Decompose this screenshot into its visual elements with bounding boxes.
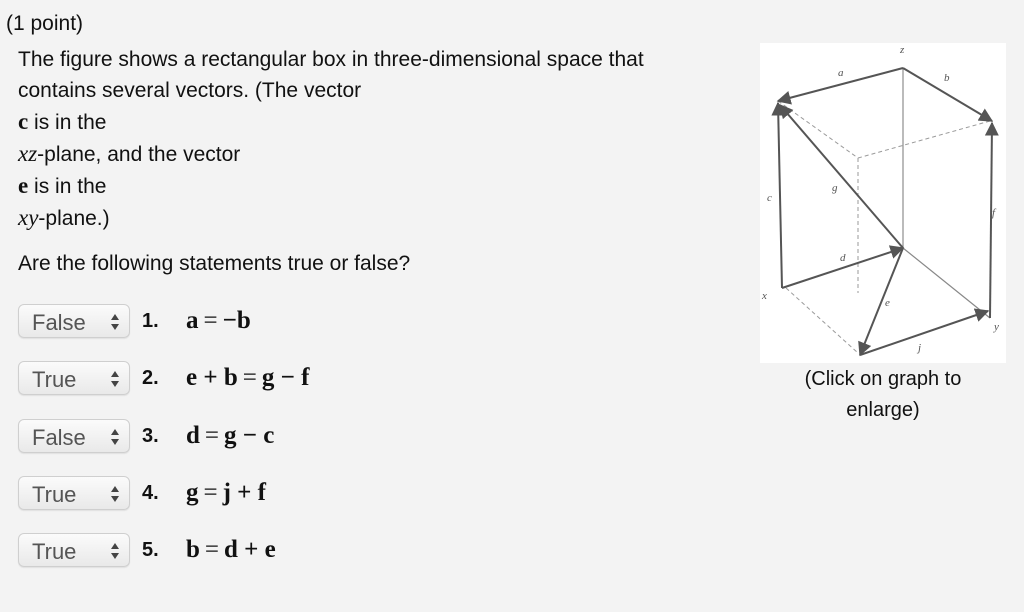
equation-op-1: = <box>203 307 218 334</box>
statement-number-1: 1. <box>142 309 159 332</box>
equation-op-3: = <box>204 422 220 449</box>
vector-e-symbol: e <box>18 173 29 198</box>
label-x: x <box>762 290 767 302</box>
answer-select-2[interactable] <box>18 361 130 395</box>
equation-rhs-2: g − f <box>261 364 310 391</box>
figure-caption-link[interactable]: (Click on graph to enlarge) <box>804 368 962 421</box>
edge-origin-y <box>903 248 990 318</box>
label-e: e⃗ <box>885 297 899 309</box>
statement-row-4 <box>18 475 266 511</box>
question-prompt: Are the following statements true or false? <box>18 252 411 275</box>
hidden-edge-top <box>858 121 990 158</box>
statement-equation-3 <box>186 422 274 450</box>
equation-lhs-1: a <box>186 307 199 334</box>
equation-lhs-4: g <box>186 479 199 506</box>
problem-line-6-text: -plane.) <box>38 207 110 230</box>
problem-line-6 <box>18 202 718 234</box>
vector-f-arrow <box>990 123 992 318</box>
label-b: b⃗ <box>944 72 959 84</box>
problem-line-4-text: -plane, and the vector <box>37 143 241 166</box>
label-z: z <box>900 44 905 56</box>
label-j: j⃗ <box>918 342 930 354</box>
equation-rhs-5: d + e <box>224 536 276 563</box>
equation-op-5: = <box>204 536 220 563</box>
points-label: (1 point) <box>6 12 84 35</box>
problem-line-3-text: is in the <box>28 111 107 134</box>
problem-line-4 <box>18 138 718 170</box>
vectors <box>778 68 992 355</box>
answer-select-5-value: True <box>32 539 77 564</box>
statement-row-2 <box>18 360 309 396</box>
xz-plane-symbol: xz <box>18 141 38 166</box>
problem-line-5 <box>18 170 718 202</box>
statement-number-4: 4. <box>142 481 159 504</box>
statement-row-3 <box>18 418 274 454</box>
equation-rhs-4: j + f <box>222 479 267 506</box>
label-y: y <box>994 321 999 333</box>
problem-line-3 <box>18 106 718 138</box>
statement-number-5: 5. <box>142 538 159 561</box>
xy-plane-symbol: xy <box>18 205 39 230</box>
label-c: c⃗ <box>767 192 781 204</box>
answer-select-1[interactable] <box>18 304 130 338</box>
vector-g-arrow <box>780 105 903 248</box>
answer-select-4-value: True <box>32 482 77 507</box>
equation-lhs-3: d <box>186 422 200 449</box>
select-arrows-icon <box>110 428 120 446</box>
answer-select-3[interactable] <box>18 419 130 453</box>
vector-c-symbol: c <box>18 109 29 134</box>
select-arrows-icon <box>110 542 120 560</box>
select-arrows-icon <box>110 485 120 503</box>
statement-equation-4 <box>186 479 266 507</box>
problem-line-5-text: is in the <box>28 175 107 198</box>
problem-line-1: The figure shows a rectangular box in three-dimensional space that <box>18 48 644 71</box>
equation-op-2: = <box>242 364 257 391</box>
equation-rhs-1: −b <box>222 307 251 334</box>
statement-equation-1 <box>186 307 251 335</box>
statement-row-5 <box>18 532 276 568</box>
statement-row-1 <box>18 303 251 339</box>
select-arrows-icon <box>110 313 120 331</box>
answer-select-3-value: False <box>32 425 86 450</box>
equation-lhs-2: e + b <box>186 364 238 391</box>
equation-op-4: = <box>203 479 218 506</box>
select-arrows-icon <box>110 370 120 388</box>
problem-line-2: contains several vectors. (The vector <box>18 79 362 102</box>
answer-select-4[interactable] <box>18 476 130 510</box>
label-d: d⃗ <box>840 252 855 264</box>
statement-equation-5 <box>186 536 276 564</box>
equation-rhs-3: g − c <box>224 422 275 449</box>
statement-equation-2 <box>186 364 309 392</box>
problem-text <box>18 44 718 234</box>
hidden-edge-bottom <box>786 288 858 353</box>
statement-number-2: 2. <box>142 366 159 389</box>
answer-select-2-value: True <box>32 367 77 392</box>
label-f: f⃗ <box>992 207 1004 219</box>
box-vector-figure[interactable] <box>760 43 1006 363</box>
box-edges <box>903 248 990 318</box>
label-a: a⃗ <box>838 67 853 79</box>
statement-number-3: 3. <box>142 424 159 447</box>
label-g: g⃗ <box>832 182 847 194</box>
box-vector-diagram <box>760 43 1006 363</box>
answer-select-1-value: False <box>32 310 86 335</box>
equation-lhs-5: b <box>186 536 200 563</box>
answer-select-5[interactable] <box>18 533 130 567</box>
